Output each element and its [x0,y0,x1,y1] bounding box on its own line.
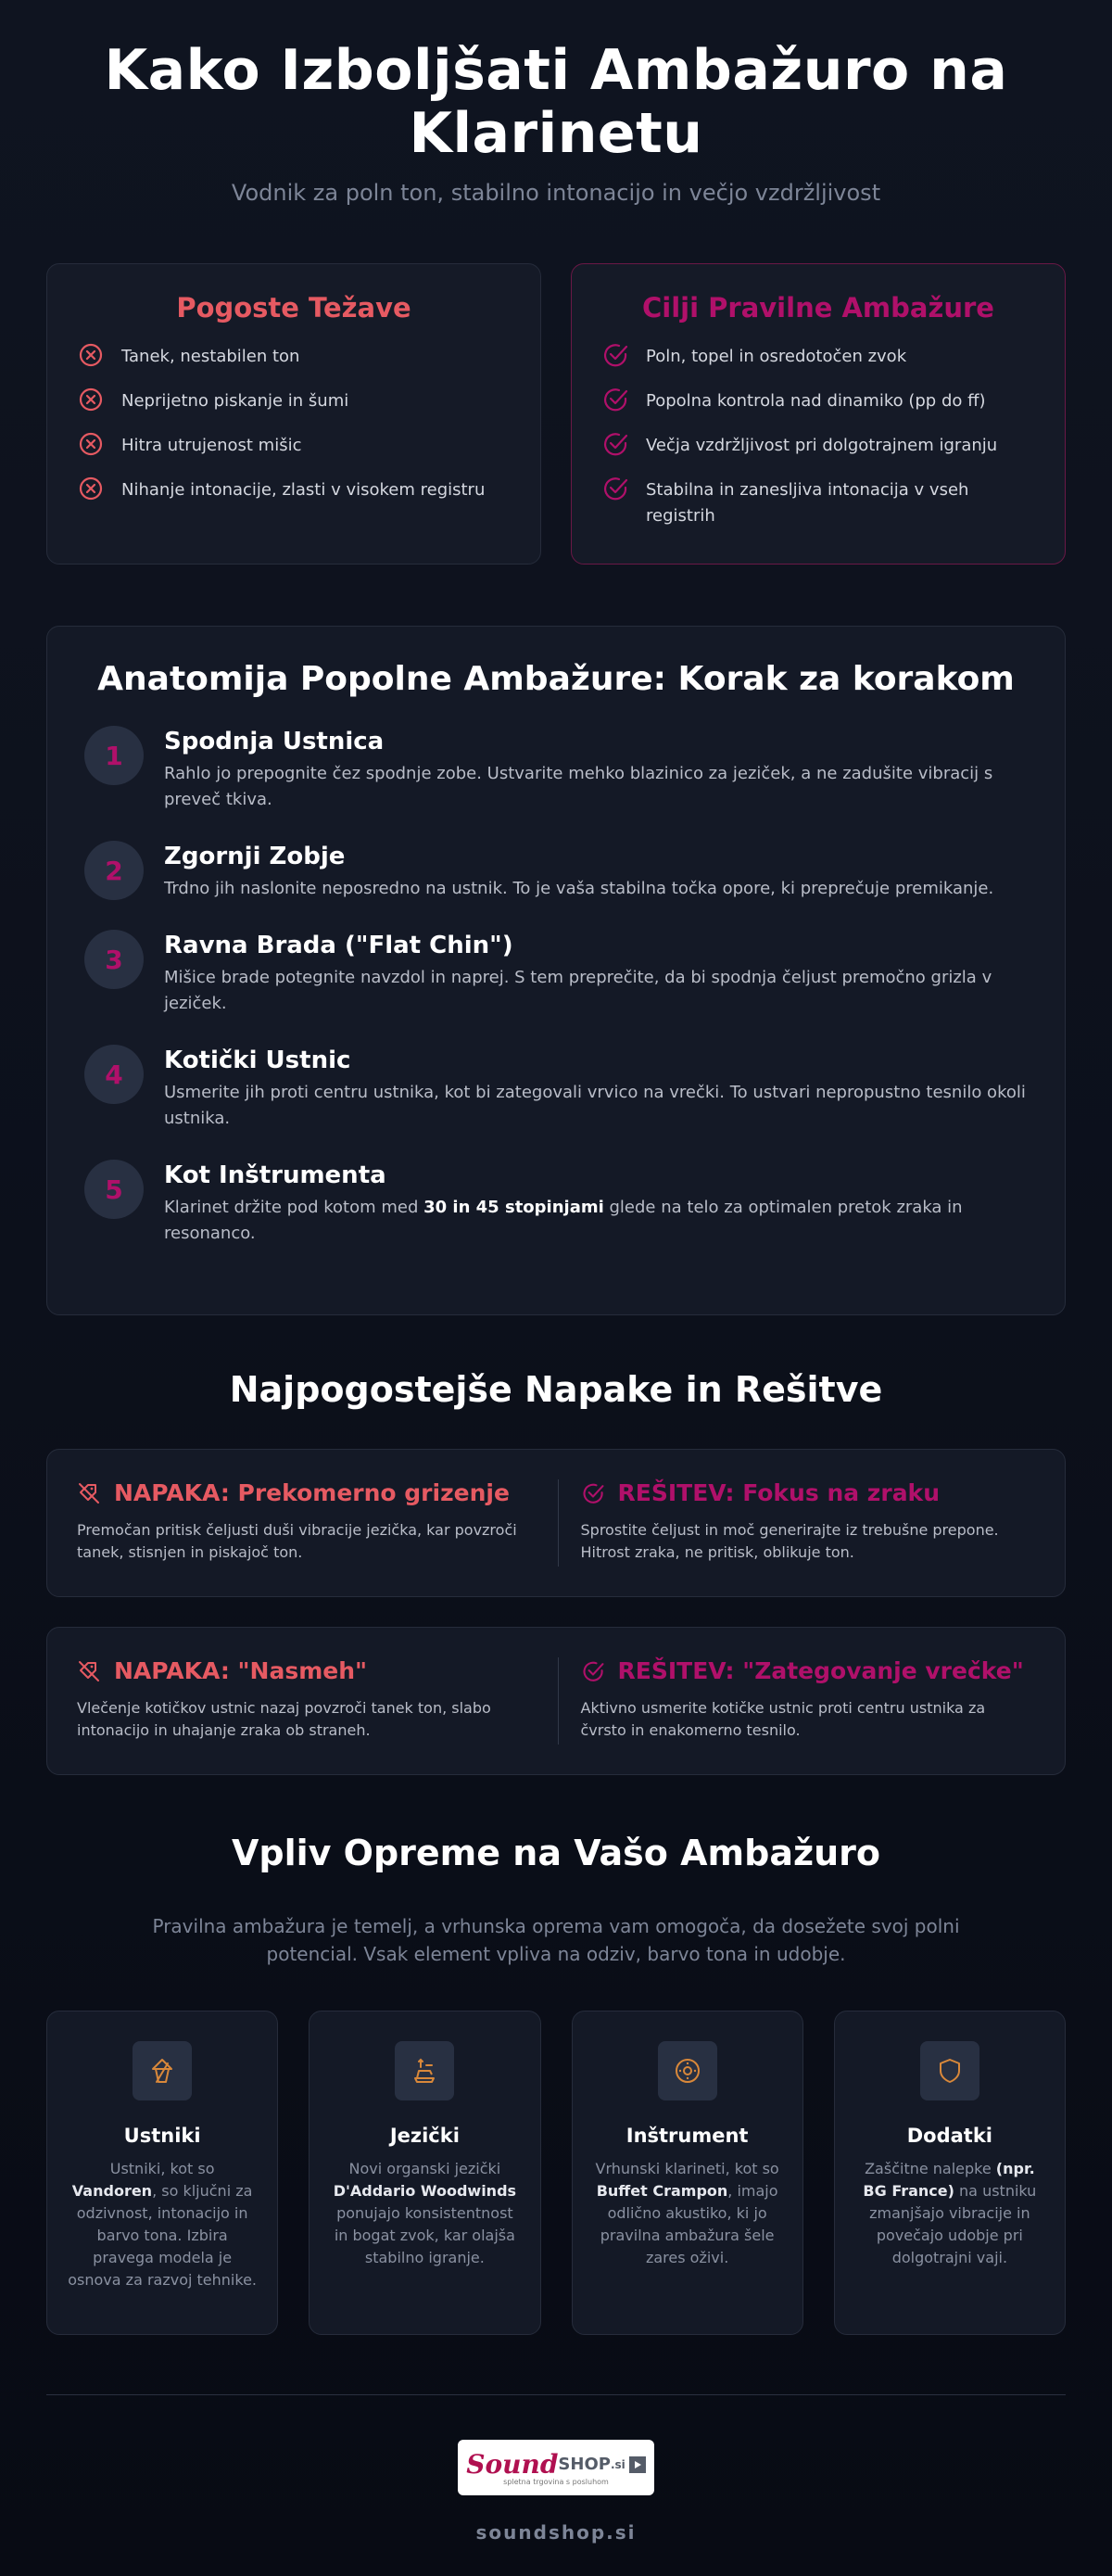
equipment-text-part: na ustniku zmanjšajo vibracije in povečajo udobje pri dolgotrajni vaji. [869,2182,1037,2266]
goal-item [601,388,1035,414]
anatomy-step [84,726,1028,813]
page-subtitle: Vodnik za poln ton, stabilno intonacijo in večjo vzdržljivost [231,180,881,206]
solution-half [559,1479,1036,1567]
check-circle-icon [581,1659,605,1683]
logo-tagline: spletna trgovina s posluhom [503,2478,609,2486]
equipment-icon-box [658,2041,717,2100]
reed-icon [408,2054,441,2087]
equipment-card [834,2011,1066,2335]
tag-off-icon [77,1659,101,1683]
equipment-text-part: ponujajo konsistentnost in bogat zvok, kar olajša stabilno igranje. [334,2204,515,2266]
equipment-icon-box [133,2041,192,2100]
anatomy-step [84,930,1028,1017]
equipment-text-part: Ustniki, kot so [109,2160,215,2177]
step-text [164,1195,1028,1247]
equipment-card [572,2011,803,2335]
mistake-card [46,1449,1066,1597]
problems-goals-section [46,263,1066,565]
problem-text: Hitra utrujenost mišic [121,436,302,455]
step-title: Ravna Brada ("Flat Chin") [164,932,513,959]
tag-off-icon [77,1481,101,1505]
goal-item [601,344,1035,370]
problem-item [77,344,511,370]
anatomy-step [84,1045,1028,1132]
anatomy-title: Anatomija Popolne Ambažure: Korak za korakom [97,660,1015,698]
anatomy-section [46,626,1066,1315]
step-title: Spodnja Ustnica [164,728,385,755]
step-number: 4 [84,1045,144,1104]
logo-wordmark [466,2449,646,2480]
mistake-half [77,1657,559,1745]
check-circle-icon [601,430,629,458]
shield-icon [933,2054,967,2087]
goals-card [571,263,1066,565]
check-circle-icon [601,475,629,502]
play-icon [629,2456,646,2473]
step-text-part: glede na telo za optimalen pretok zraka in resonanco. [164,1198,963,1243]
step-number: 5 [84,1160,144,1219]
step-title: Kotički Ustnic [164,1047,351,1074]
mouthpiece-icon [145,2054,179,2087]
equipment-title: Ustniki [123,2125,201,2147]
equipment-text [593,2158,782,2269]
step-text-emphasis: 30 in 45 stopinjami [423,1198,604,1217]
equipment-text-part: Vrhunski klarineti, kot so [595,2160,779,2177]
check-circle-icon [601,386,629,413]
check-circle-icon [581,1481,605,1505]
problem-item [77,388,511,414]
equipment-text [68,2158,257,2291]
step-number: 2 [84,841,144,900]
step-text: Usmerite jih proti centru ustnika, kot bi zategovali vrvico na vrečki. To ustvari nepropustno tesnilo okoli ustnika. [164,1083,1026,1128]
goals-list [601,344,1035,529]
mistake-title: NAPAKA: "Nasmeh" [114,1657,368,1684]
goal-text: Večja vzdržljivost pri dolgotrajnem igranju [646,436,998,455]
equipment-title: Inštrument [626,2125,749,2147]
x-circle-icon [77,386,105,413]
soundshop-logo[interactable] [458,2440,654,2495]
footer-divider [46,2394,1066,2395]
logo-shop: SHOP [558,2455,611,2474]
step-number: 3 [84,930,144,989]
step-number: 1 [84,726,144,785]
problem-text: Tanek, nestabilen ton [121,347,300,366]
goals-title: Cilji Pravilne Ambažure [642,292,994,324]
equipment-text-part: Novi organski jezički [348,2160,501,2177]
x-circle-icon [77,341,105,369]
equipment-brand: Buffet Crampon [596,2182,728,2200]
mistakes-title: Najpogostejše Napake in Rešitve [229,1369,883,1410]
goal-text: Stabilna in zanesljiva intonacija v vseh registrih [646,480,969,526]
problem-text: Nihanje intonacije, zlasti v visokem registru [121,480,486,500]
equipment-title: Jezički [389,2125,460,2147]
solution-title: REŠITEV: "Zategovanje vrečke" [617,1657,1024,1684]
check-circle-icon [601,341,629,369]
problems-title: Pogoste Težave [176,292,411,324]
equipment-card [46,2011,278,2335]
equipment-icon-box [395,2041,454,2100]
page-title: Kako Izboljšati Ambažuro na Klarinetu [104,38,1008,166]
hero [46,0,1066,206]
x-circle-icon [77,475,105,502]
goal-item [601,477,1035,529]
equipment-text [330,2158,519,2269]
equipment-brand: Vandoren [71,2182,153,2200]
step-text: Trdno jih naslonite neposredno na ustnik. To je vaša stabilna točka opore, ki preprečuje premikanje. [164,879,994,898]
logo-sound: Sound [466,2449,559,2480]
site-url[interactable]: soundshop.si [475,2521,637,2544]
equipment-text-part: , imajo odlično akustiko, ki jo pravilna ambažura šele zares oživi. [600,2182,778,2266]
equipment-intro: Pravilna ambažura je temelj, a vrhunska oprema vam omogoča, da dosežete svoj polni potencial. Vsak element vpliva na odziv, barvo tona in udobje. [152,1915,960,1965]
equipment-brand: D'Addario Woodwinds [333,2182,517,2200]
x-circle-icon [77,430,105,458]
solution-title: REŠITEV: Fokus na zraku [617,1479,940,1506]
mistake-half [77,1479,559,1567]
equipment-text-part: , so ključni za odzivnost, intonacijo in barvo tona. Izbira pravega modela je osnova za razvoj tehnike. [68,2182,257,2289]
solution-half [559,1657,1036,1745]
step-text-part: Klarinet držite pod kotom med [164,1198,424,1217]
equipment-title: Dodatki [906,2125,992,2147]
equipment-card [309,2011,540,2335]
anatomy-step [84,841,1028,902]
problem-item [77,477,511,503]
goal-text: Poln, topel in osredotočen zvok [646,347,907,366]
problems-list [77,344,511,503]
goal-item [601,433,1035,459]
anatomy-step [84,1160,1028,1247]
equipment-brand: (npr. BG France) [863,2160,1035,2200]
solution-text: Sprostite čeljust in moč generirajte iz trebušne prepone. Hitrost zraka, ne pritisk, oblikuje ton. [580,1521,999,1561]
problem-text: Neprijetno piskanje in šumi [121,391,349,411]
equipment-title: Vpliv Opreme na Vašo Ambažuro [232,1833,880,1873]
step-text: Mišice brade potegnite navzdol in naprej. S tem preprečite, da bi spodnja čeljust premočno grizla v jeziček. [164,968,992,1013]
mistake-title: NAPAKA: Prekomerno grizenje [114,1479,510,1506]
mistake-text: Premočan pritisk čeljusti duši vibracije jezička, kar povzroči tanek, stisnjen in piskajoč ton. [77,1521,517,1561]
logo-tld: .si [610,2457,626,2471]
mistake-text: Vlečenje kotičkov ustnic nazaj povzroči tanek ton, slabo intonacijo in uhajanje zraka ob straneh. [77,1699,491,1739]
equipment-icon-box [920,2041,979,2100]
equipment-cards [46,2011,1066,2335]
solution-text: Aktivno usmerite kotičke ustnic proti centru ustnika za čvrsto in enakomerno tesnilo. [580,1699,986,1739]
clarinet-icon [671,2054,704,2087]
step-title: Kot Inštrumenta [164,1161,386,1189]
equipment-text-part: Zaščitne nalepke [865,2160,996,2177]
goal-text: Popolna kontrola nad dinamiko (pp do ff) [646,391,986,411]
equipment-text [855,2158,1044,2269]
step-text: Rahlo jo prepognite čez spodnje zobe. Ustvarite mehko blazinico za jeziček, a ne zadušite vibracij s preveč tkiva. [164,764,993,809]
mistake-card [46,1627,1066,1775]
problem-item [77,433,511,459]
step-title: Zgornji Zobje [164,843,346,870]
problems-card [46,263,541,565]
